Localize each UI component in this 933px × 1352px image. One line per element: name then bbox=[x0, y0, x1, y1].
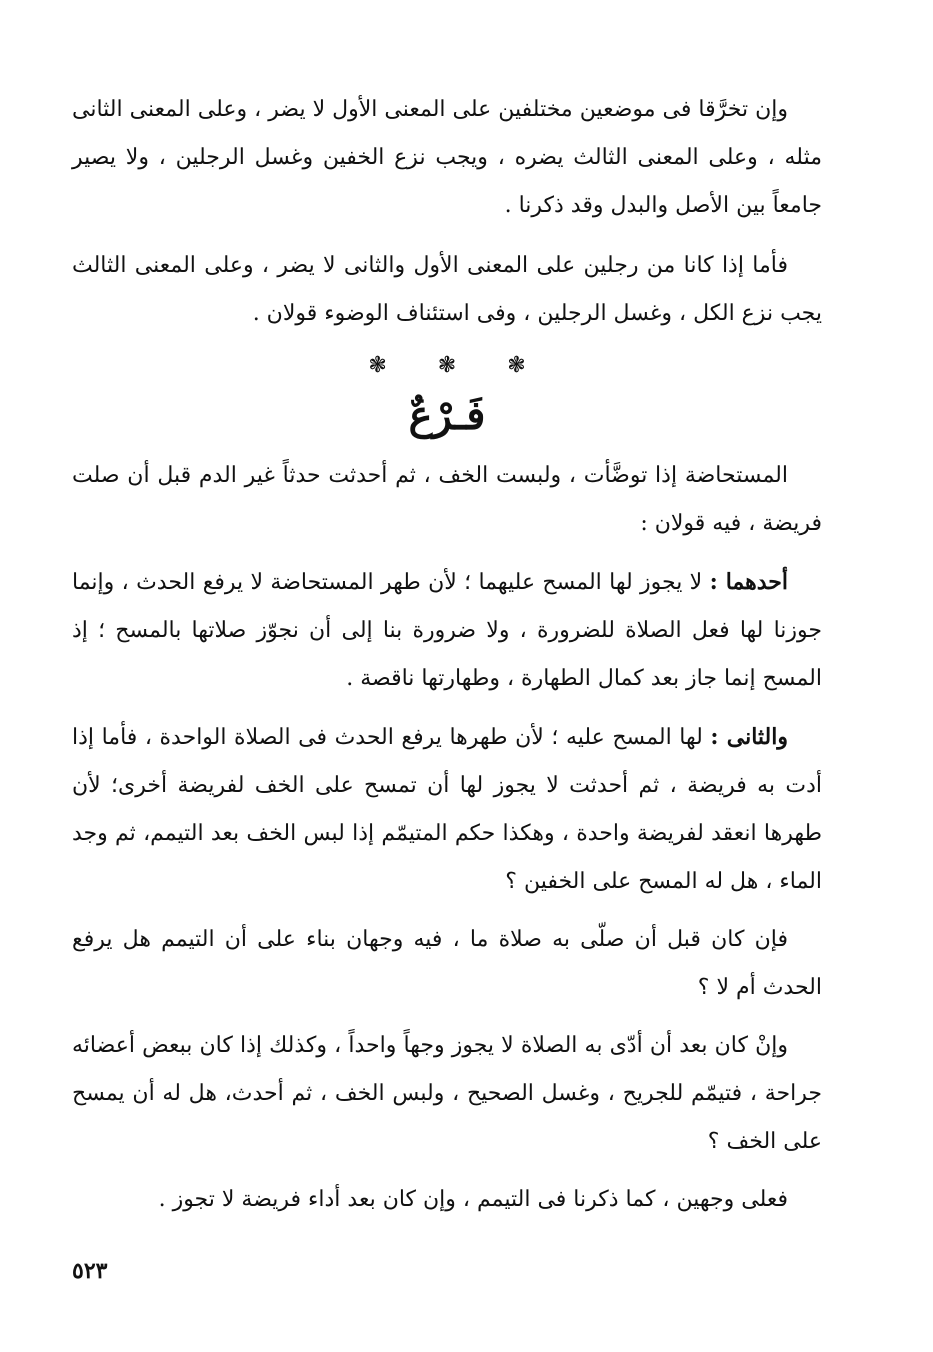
paragraph-5 bbox=[72, 713, 822, 906]
paragraph-3: المستحاضة إذا توضَّأت ، ولبست الخف ، ثم أحدثت حدثاً غير الدم قبل أن صلت فريضة ، فيه قولان : bbox=[72, 463, 822, 536]
page-body bbox=[72, 86, 822, 1234]
page-number: ٥٢٣ bbox=[72, 1258, 108, 1284]
paragraph-1: وإن تخرَّقا فى موضعين مختلفين على المعنى الأول لا يضر ، وعلى المعنى الثانى مثله ، وعلى المعنى الثالث يضره ، ويجب نزع الخفين وغسل الرجلين ، ولا يصير جامعاً بين الأصل والبدل وقد ذكرنا . bbox=[72, 97, 822, 218]
paragraph-5-lead: والثانى : bbox=[710, 724, 788, 750]
paragraph-4 bbox=[72, 558, 822, 703]
paragraph-6: فإن كان قبل أن صلّى به صلاة ما ، فيه وجهان بناء على أن التيمم هل يرفع الحدث أم لا ؟ bbox=[72, 927, 822, 1000]
paragraph-7: وإنْ كان بعد أن أدّى به الصلاة لا يجوز وجهاً واحداً ، وكذلك إذا كان ببعض أعضائه جراحة ، فتيمّم للجريح ، وغسل الصحيح ، ولبس الخف ، ثم أحدث، هل له أن يمسح على الخف ؟ bbox=[72, 1033, 822, 1154]
paragraph-8: فعلى وجهين ، كما ذكرنا فى التيمم ، وإن كان بعد أداء فريضة لا تجوز . bbox=[158, 1187, 788, 1212]
paragraph-5-body: لها المسح عليه ؛ لأن طهرها يرفع الحدث فى الصلاة الواحدة ، فأما إذا أدت به فريضة ، ثم أحدثت لا يجوز لها أن تمسح على الخف لفريضة أخرى؛ لأن طهرها انعقد لفريضة واحدة ، وهكذا حكم المتيمّم إذا لبس الخف بعد التيمم، ثم وجد الماء ، هل له المسح على الخفين ؟ bbox=[72, 725, 822, 894]
paragraph-2: فأما إذا كانا من رجلين على المعنى الأول والثانى لا يضر ، وعلى المعنى الثالث يجب نزع الكل ، وغسل الرجلين ، وفى استئناف الوضوء قولان . bbox=[72, 253, 822, 326]
section-heading: فَـرْعٌ bbox=[408, 392, 486, 439]
paragraph-4-body: لا يجوز لها المسح عليهما ؛ لأن طهر المستحاضة لا يرفع الحدث ، وإنما جوزنا لها فعل الصلاة للضرورة ، ولا ضرورة بنا إلى أن نجوّز صلاتها بالمسح ؛ إذ المسح إنما جاز بعد كمال الطهارة ، وطهارتها ناقصة . bbox=[72, 570, 822, 691]
section-separator: ❃ ❃ ❃ bbox=[368, 353, 526, 378]
paragraph-4-lead: أحدهما : bbox=[709, 569, 788, 595]
